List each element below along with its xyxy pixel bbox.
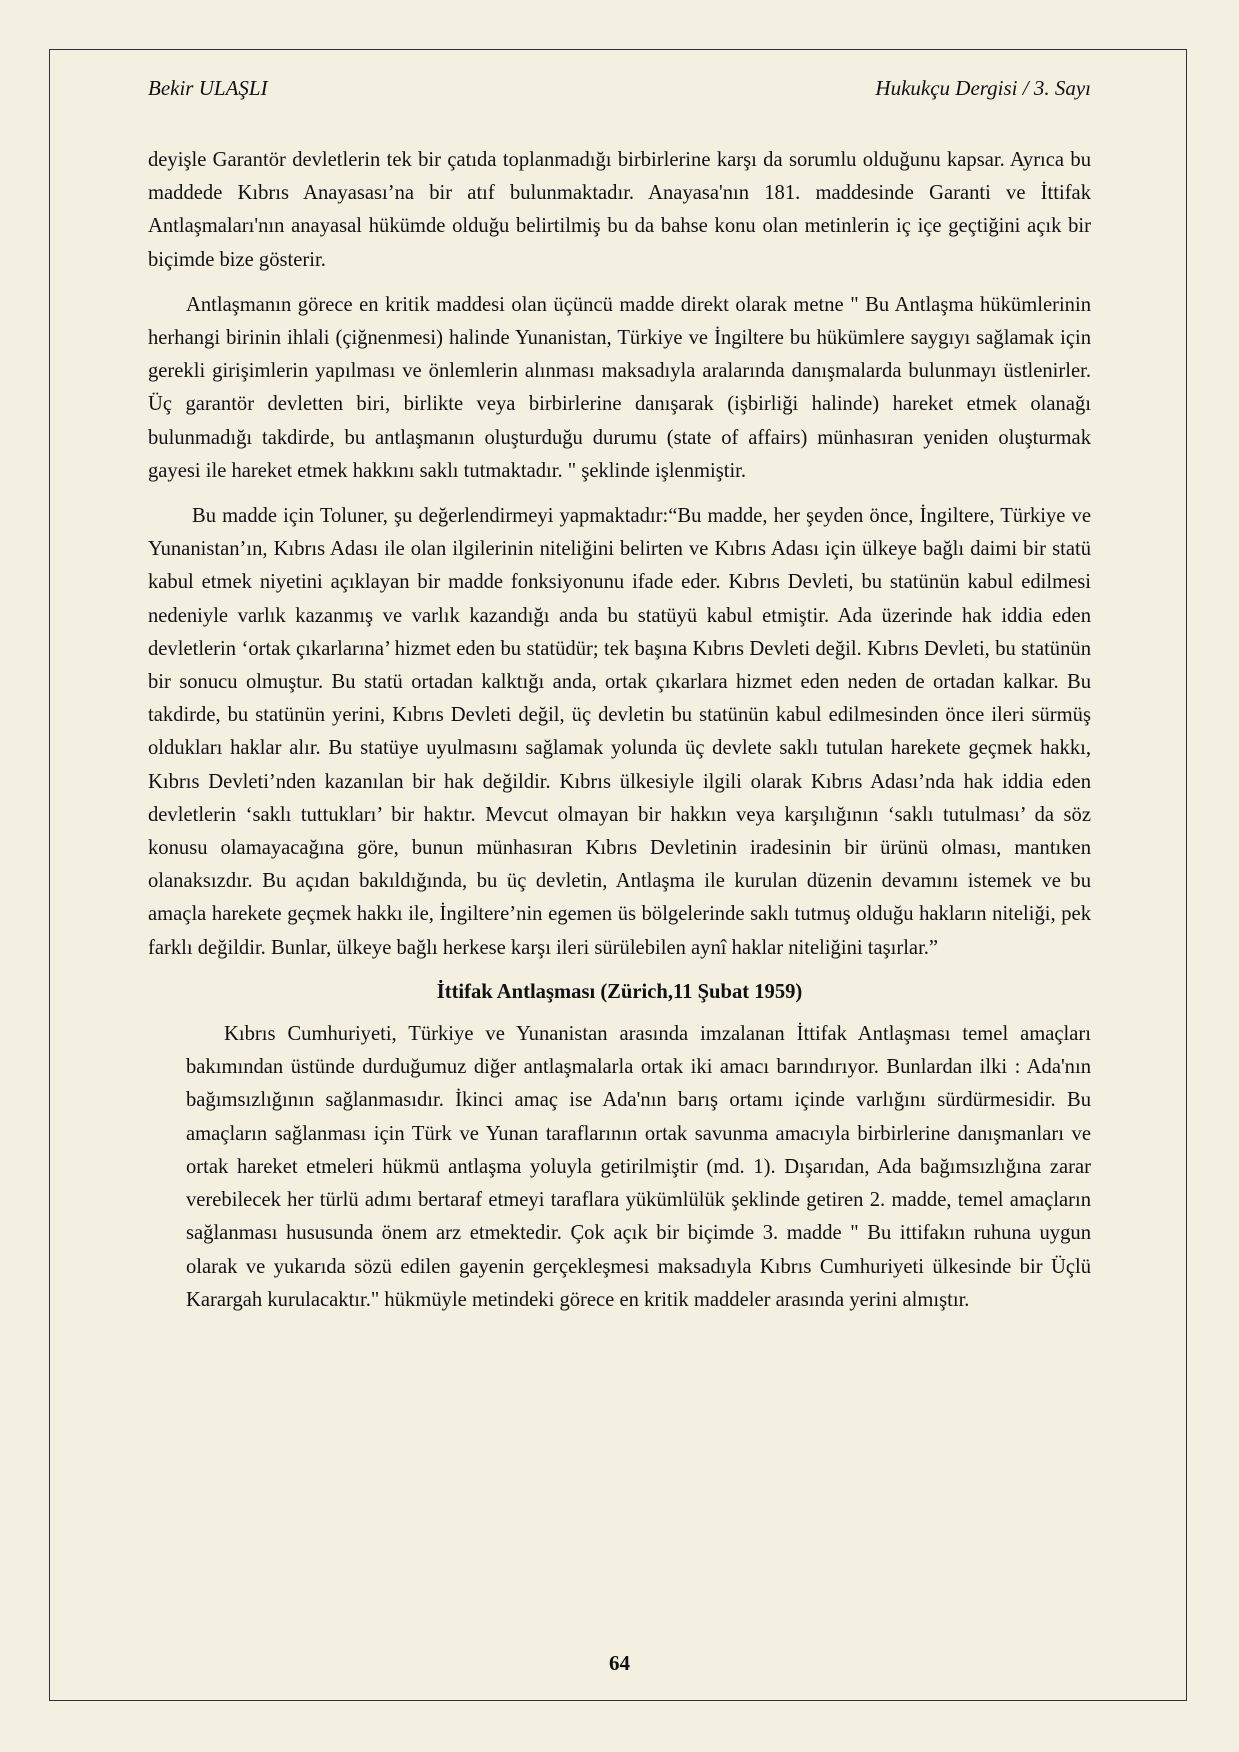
running-header xyxy=(148,74,1091,102)
header-author: Bekir ULAŞLI xyxy=(148,76,268,100)
section-heading: İttifak Antlaşması (Zürich,11 Şubat 1959) xyxy=(436,980,803,1003)
body-paragraph-4: Kıbrıs Cumhuriyeti, Türkiye ve Yunanistan arasında imzalanan İttifak Antlaşması temel amaçları bakımından üstünde durduğumuz diğer antlaşmalarla ortak iki amacı barındırıyor. Bunlardan ilki : Ada'nın bağımsızlığının sağlanmasıdır. İkinci amaç ise Ada'nın barış ortamı içinde varlığını sürdürmesidir. Bu amaçların sağlanması için Türk ve Yunan taraflarının ortak savunma amacıyla birbirlerine danışmanları ve ortak hareket etmeleri hükmü antlaşma yoluyla getirilmiştir (md. 1). Dışarıdan, Ada bağımsızlığına zarar verebilecek her türlü adımı bertaraf etmeyi taraflara yükümlülük şeklinde getiren 2. madde, temel amaçların sağlanması hususunda önem arz etmektedir. Çok açık bir biçimde 3. madde " Bu ittifakın ruhuna uygun olarak ve yukarıda sözü edilen gayenin gerçekleşmesi maksadıyla Kıbrıs Cumhuriyeti ülkesinde bir Üçlü Karargah kurulacaktır." hükmüyle metindeki görece en kritik maddeler arasında yerini almıştır. xyxy=(186,1023,1091,1311)
page-number: 64 xyxy=(609,1651,630,1675)
body-paragraph-3-quote: Bu madde için Toluner, şu değerlendirmeyi yapmaktadır:“Bu madde, her şeyden önce, İngiltere, Türkiye ve Yunanistan’ın, Kıbrıs Adası ile olan ilgilerinin niteliğini belirten ve Kıbrıs Adası için ülkeye bağlı daimi bir statü kabul etmek niyetini açıklayan bir madde fonksiyonunu ifade eder. Kıbrıs Devleti, bu statünün kabul edilmesi nedeniyle varlık kazanmış ve varlık kazandığı anda bu statüyü kabul etmiştir. Ada üzerinde hak iddia eden devletlerin ‘ortak çıkarlarına’ hizmet eden bu statüdür; tek başına Kıbrıs Devleti değil. Kıbrıs Devleti, bu statünün bir sonucu olmuştur. Bu statü ortadan kalktığı anda, ortak çıkarlara hizmet eden neden de ortadan kalkar. Bu takdirde, bu statünün yerini, Kıbrıs Devleti değil, üç devletin bu statünün kabul edilmesinden önce ileri sürmüş oldukları haklar alır. Bu statüye uyulmasını sağlamak yolunda üç devlete saklı tutulan harekete geçmek hakkı, Kıbrıs Devleti’nden kazanılan bir hak değildir. Kıbrıs ülkesiyle ilgili olarak Kıbrıs Adası’nda hak iddia eden devletlerin ‘saklı tuttukları’ bir haktır. Mevcut olmayan bir hakkın veya karşılığının ‘saklı tutulması’ da söz konusu olamayacağına göre, bunun münhasıran Kıbrıs Devletinin iradesinin bir ürünü olması, mantıken olanaksızdır. Bu açıdan bakıldığında, bu üç devletin, Antlaşma ile kurulan düzenin devamını istemek ve bu amaçla harekete geçmek hakkı ile, İngiltere’nin egemen üs bölgelerinde saklı tutmuş olduğu hakların niteliği, pek farklı değildir. Bunlar, ülkeye bağlı herkese karşı ileri sürülebilen aynî haklar niteliğini taşırlar.” xyxy=(148,505,1091,959)
body-paragraph-2: Antlaşmanın görece en kritik maddesi olan üçüncü madde direkt olarak metne " Bu Antlaşma hükümlerinin herhangi birinin ihlali (çiğnenmesi) halinde Yunanistan, Türkiye ve İngiltere bu hükümlere saygıyı sağlamak için gerekli girişimlerin yapılması ve önlemlerin alınması maksadıyla aralarında danışmalarda bulunmayı üstlenirler. Üç garantör devletten biri, birlikte veya birbirlerine danışarak (işbirliği halinde) hareket etmek olanağı bulunmadığı takdirde, bu antlaşmanın oluşturduğu durumu (state of affairs) münhasıran yeniden oluşturmak gayesi ile hareket etmek hakkını saklı tutmaktadır. " şeklinde işlenmiştir. xyxy=(148,293,1091,482)
body-paragraph-1: deyişle Garantör devletlerin tek bir çatıda toplanmadığı birbirlerine karşı da sorumlu olduğunu kapsar. Ayrıca bu maddede Kıbrıs Anayasası’na bir atıf bulunmaktadır. Anayasa'nın 181. maddesinde Garanti ve İttifak Antlaşmaları'nın anayasal hükümde olduğu belirtilmiş bu da bahse konu olan metinlerin iç içe geçtiğini açık bir biçimde bize gösterir. xyxy=(148,149,1091,271)
header-journal: Hukukçu Dergisi / 3. Sayı xyxy=(875,76,1091,100)
page-body xyxy=(148,144,1091,1317)
